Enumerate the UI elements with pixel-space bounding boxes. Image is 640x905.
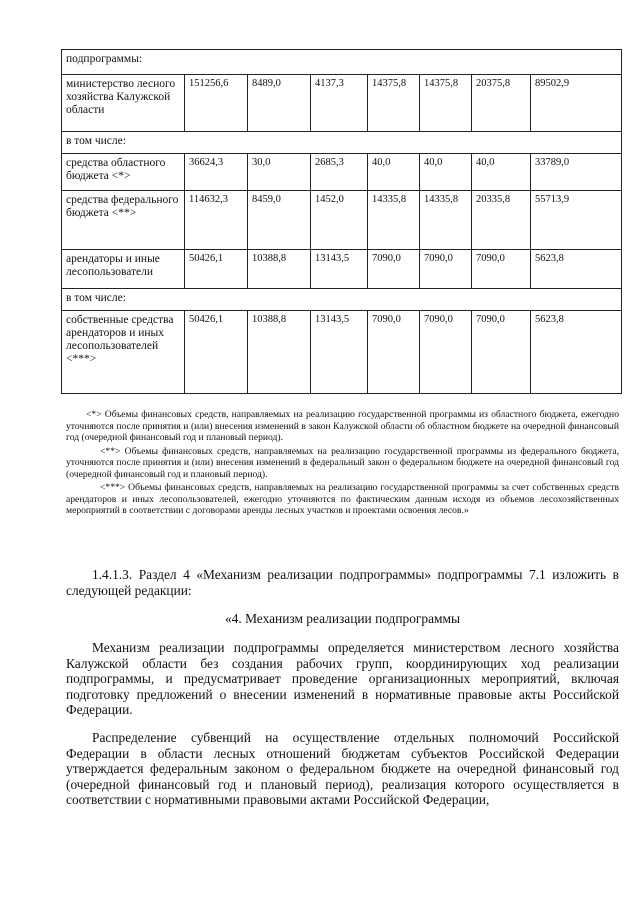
table-cell: 8459,0 <box>248 191 311 250</box>
table-row <box>62 191 622 250</box>
table-cell: 40,0 <box>368 154 420 191</box>
row-label: собственные средства арендаторов и иных лесопользователей <***> <box>62 311 185 394</box>
table-cell: 30,0 <box>248 154 311 191</box>
table-cell: 8489,0 <box>248 75 311 132</box>
table-cell: 50426,1 <box>185 311 248 394</box>
table-cell: 7090,0 <box>472 250 531 289</box>
table-cell: 5623,8 <box>531 311 622 394</box>
row-label: министерство лесного хозяйства Калужской области <box>62 75 185 132</box>
paragraph-mechanism-text: Механизм реализации подпрограммы определяется министерством лесного хозяйства Калужской области без создания рабочих групп, координирующих ход реализации подпрограммы, и предусматривает проведение организационных мероприятий, включая подготовку предложений о внесении изменений в нормативные правовые акты Российской Федерации. <box>66 640 619 718</box>
table-cell: 1452,0 <box>311 191 368 250</box>
row-label: в том числе: <box>62 132 622 154</box>
table-cell: 14375,8 <box>420 75 472 132</box>
table-cell: 7090,0 <box>420 311 472 394</box>
table-row <box>62 154 622 191</box>
table-cell: 4137,3 <box>311 75 368 132</box>
table-cell: 14375,8 <box>368 75 420 132</box>
table-cell: 55713,9 <box>531 191 622 250</box>
table-row <box>62 311 622 394</box>
section-reference <box>66 567 619 598</box>
footnote-2: <**> Объемы финансовых средств, направляемых на реализацию государственной программы из федерального бюджета, уточняются после принятия и (или) внесения изменений в федеральный закон о федеральном бюджете на очередной финансовый год (очередной финансовый год и плановый период). <box>66 445 619 480</box>
table-cell: 36624,3 <box>185 154 248 191</box>
table-cell: 13143,5 <box>311 311 368 394</box>
table-row <box>62 289 622 311</box>
section-reference-text: 1.4.1.3. Раздел 4 «Механизм реализации подпрограммы» подпрограммы 7.1 изложить в следующей редакции: <box>66 567 619 598</box>
row-label: в том числе: <box>62 289 622 311</box>
table-cell: 7090,0 <box>472 311 531 394</box>
row-label: арендаторы и иные лесопользователи <box>62 250 185 289</box>
footnote-3: <***> Объемы финансовых средств, направляемых на реализацию государственной программы за счет собственных средств арендаторов и иных лесопользователей, ежегодно уточняются по фактическим данным исходя из объемов лесохозяйственных мероприятий в соответствии с договорами аренды лесных участков и проектами освоения лесов.» <box>66 482 619 516</box>
row-label: подпрограммы: <box>62 50 622 75</box>
paragraph-subventions <box>66 730 619 808</box>
budget-table <box>61 49 622 394</box>
table-cell: 13143,5 <box>311 250 368 289</box>
table-cell: 14335,8 <box>368 191 420 250</box>
row-label: средства федерального бюджета <**> <box>62 191 185 250</box>
table-cell: 20335,8 <box>472 191 531 250</box>
table-row <box>62 75 622 132</box>
table-cell: 14335,8 <box>420 191 472 250</box>
table-row <box>62 50 622 75</box>
table-cell: 2685,3 <box>311 154 368 191</box>
table-cell: 10388,8 <box>248 311 311 394</box>
table-cell: 10388,8 <box>248 250 311 289</box>
table-cell: 7090,0 <box>368 250 420 289</box>
table-cell: 5623,8 <box>531 250 622 289</box>
table-cell: 7090,0 <box>368 311 420 394</box>
table-cell: 114632,3 <box>185 191 248 250</box>
table-cell: 40,0 <box>420 154 472 191</box>
table-cell: 151256,6 <box>185 75 248 132</box>
row-label: средства областного бюджета <*> <box>62 154 185 191</box>
table-cell: 50426,1 <box>185 250 248 289</box>
table-cell: 7090,0 <box>420 250 472 289</box>
table-cell: 20375,8 <box>472 75 531 132</box>
table-row <box>62 250 622 289</box>
table-row <box>62 132 622 154</box>
paragraph-mechanism <box>66 640 619 718</box>
paragraph-subventions-text: Распределение субвенций на осуществление отдельных полномочий Российской Федерации в области лесных отношений бюджетам субъектов Российской Федерации утверждается федеральным законом о федеральном бюджете на очередной финансовый год (очередной финансовый год и плановый период), реализация которого осуществляется в соответствии с нормативными правовыми актами Российской Федерации, <box>66 730 619 808</box>
footnote-1: <*> Объемы финансовых средств, направляемых на реализацию государственной программы из областного бюджета, ежегодно уточняются после принятия и (или) внесения изменений в закон Калужской области об областном бюджете на очередной финансовый год (очередной финансовый год и плановый период). <box>66 409 619 443</box>
table-cell: 40,0 <box>472 154 531 191</box>
table-cell: 33789,0 <box>531 154 622 191</box>
footnotes <box>66 409 619 519</box>
table-cell: 89502,9 <box>531 75 622 132</box>
section-title: «4. Механизм реализации подпрограммы <box>224 611 460 626</box>
